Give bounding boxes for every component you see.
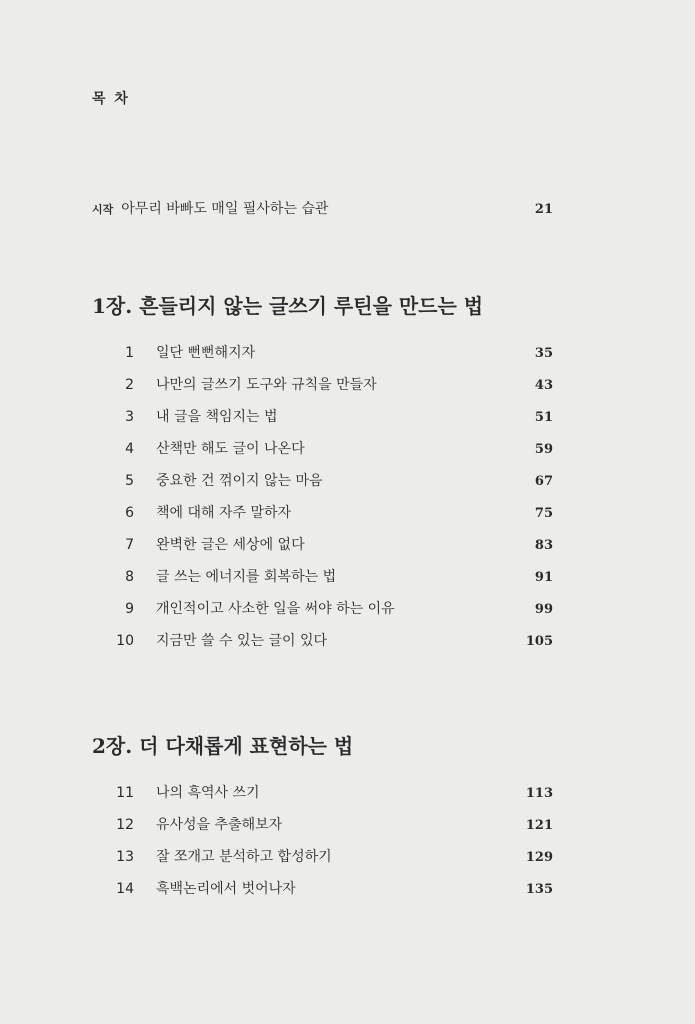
- entry-title: 흑백논리에서 벗어나자: [156, 881, 296, 897]
- toc-entry: [92, 566, 553, 598]
- toc-entry: [92, 814, 553, 846]
- intro-title: 아무리 바빠도 매일 필사하는 습관: [121, 201, 329, 217]
- toc-entry: [92, 406, 553, 438]
- entry-title: 나의 흑역사 쓰기: [156, 785, 260, 801]
- entry-title: 나만의 글쓰기 도구와 규칙을 만들자: [156, 377, 377, 393]
- entry-page: 99: [534, 602, 553, 617]
- entry-title: 내 글을 책임지는 법: [156, 409, 278, 425]
- entry-page: 59: [534, 442, 553, 457]
- entry-page: 75: [534, 506, 553, 521]
- entry-number: 12: [116, 817, 134, 833]
- intro-entry: [92, 198, 553, 218]
- toc-entry: [92, 630, 553, 662]
- intro-label: 시작: [92, 203, 114, 216]
- entry-title: 책에 대해 자주 말하자: [156, 505, 292, 521]
- entry-number: 3: [125, 409, 134, 425]
- entry-number: 2: [125, 377, 134, 393]
- entry-page: 91: [534, 570, 553, 585]
- toc-entry: [92, 534, 553, 566]
- entry-number: 11: [116, 785, 134, 801]
- entry-number: 13: [116, 849, 134, 865]
- toc-entry: [92, 782, 553, 814]
- entry-number: 4: [125, 441, 134, 457]
- toc-entry: [92, 502, 553, 534]
- entry-number: 8: [125, 569, 134, 585]
- toc-title: 목 차: [92, 91, 130, 107]
- chapter-1-heading: 1장. 흔들리지 않는 글쓰기 루틴을 만드는 법: [92, 294, 484, 318]
- entry-page: 113: [525, 786, 553, 801]
- toc-entry: [92, 438, 553, 470]
- entry-number: 7: [125, 537, 134, 553]
- entry-title: 개인적이고 사소한 일을 써야 하는 이유: [156, 601, 395, 617]
- toc-entry: [92, 470, 553, 502]
- entry-title: 중요한 건 꺾이지 않는 마음: [156, 473, 323, 489]
- chapter-2-heading: 2장. 더 다채롭게 표현하는 법: [92, 734, 354, 758]
- entry-number: 10: [116, 633, 134, 649]
- entry-page: 83: [534, 538, 553, 553]
- toc-entry: [92, 342, 553, 374]
- entry-number: 5: [125, 473, 134, 489]
- toc-entry: [92, 598, 553, 630]
- entry-page: 121: [525, 818, 553, 833]
- toc-entry: [92, 374, 553, 406]
- entry-page: 35: [534, 346, 553, 361]
- chapter-2-entries: [92, 782, 553, 910]
- toc-entry: [92, 846, 553, 878]
- entry-page: 135: [525, 882, 553, 897]
- entry-title: 유사성을 추출해보자: [156, 817, 283, 833]
- entry-number: 6: [125, 505, 134, 521]
- entry-page: 67: [534, 474, 553, 489]
- entry-page: 51: [534, 410, 553, 425]
- entry-title: 완벽한 글은 세상에 없다: [156, 537, 305, 553]
- entry-title: 산책만 해도 글이 나온다: [156, 441, 305, 457]
- entry-title: 잘 쪼개고 분석하고 합성하기: [156, 849, 332, 865]
- entry-number: 14: [116, 881, 134, 897]
- entry-title: 글 쓰는 에너지를 회복하는 법: [156, 569, 337, 585]
- intro-page: 21: [534, 202, 553, 217]
- entry-title: 지금만 쓸 수 있는 글이 있다: [156, 633, 328, 649]
- entry-number: 1: [125, 345, 134, 361]
- entry-title: 일단 뻔뻔해지자: [156, 345, 256, 361]
- entry-page: 43: [534, 378, 553, 393]
- entry-number: 9: [125, 601, 134, 617]
- toc-entry: [92, 878, 553, 910]
- entry-page: 105: [525, 634, 553, 649]
- entry-page: 129: [525, 850, 553, 865]
- chapter-1-entries: [92, 342, 553, 662]
